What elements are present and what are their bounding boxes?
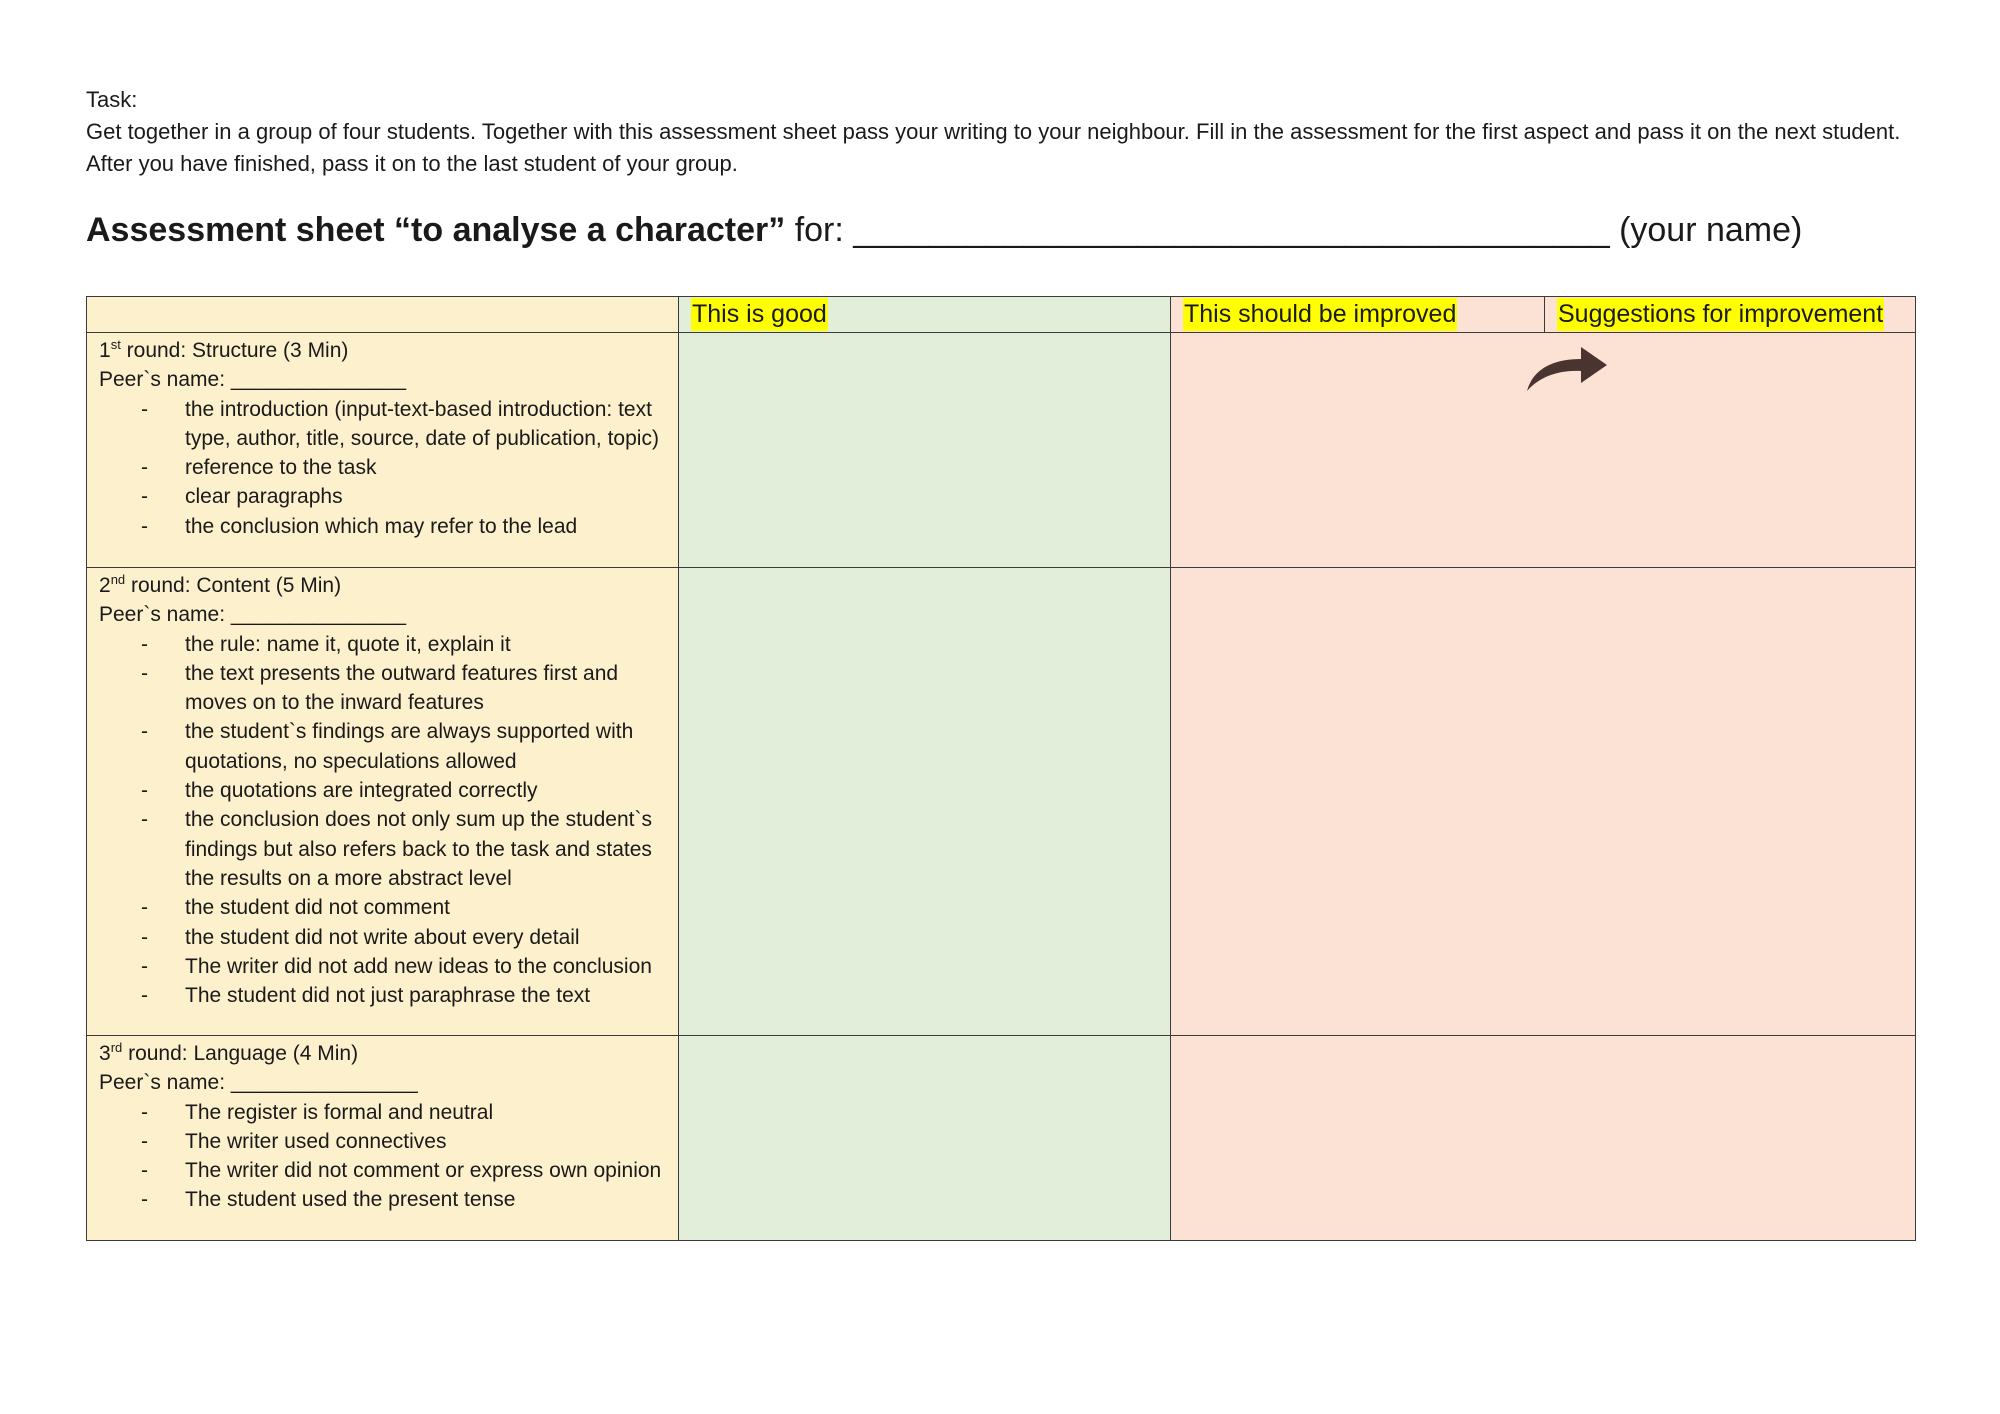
round-criteria-cell xyxy=(87,333,679,568)
curved-arrow-right-icon xyxy=(1525,341,1609,393)
criteria-list xyxy=(99,395,668,541)
header-improve-cell xyxy=(1171,297,1545,333)
table-header-row xyxy=(87,297,1916,333)
list-item: - reference to the task xyxy=(99,453,668,482)
list-item: - clear paragraphs xyxy=(99,482,668,511)
list-item: - the student did not write about every detail xyxy=(99,923,668,952)
list-item: - The writer did not comment or express own opinion xyxy=(99,1156,668,1185)
list-item: - the conclusion which may refer to the lead xyxy=(99,512,668,541)
list-item: - the student did not comment xyxy=(99,893,668,922)
round-title: 1st round: Structure (3 Min) xyxy=(99,337,349,362)
round-title: 3rd round: Language (4 Min) xyxy=(99,1040,359,1065)
list-item: - the quotations are integrated correctly xyxy=(99,776,668,805)
table-row xyxy=(87,333,1916,568)
sheet-title-bold: Assessment sheet “to analyse a character” xyxy=(86,211,786,249)
list-item: - the rule: name it, quote it, explain it xyxy=(99,630,668,659)
good-cell xyxy=(679,333,1171,568)
sheet-title xyxy=(86,208,1916,252)
criteria-list xyxy=(99,1098,668,1215)
list-item: - the text presents the outward features first and moves on to the inward features xyxy=(99,659,668,718)
list-item: - The register is formal and neutral xyxy=(99,1098,668,1127)
assessment-table xyxy=(86,296,1916,1241)
peer-name-field: Peer`s name: _______________ xyxy=(99,603,407,627)
task-label: Task: xyxy=(86,87,138,112)
list-item: - the student`s findings are always supported with quotations, no speculations allowed xyxy=(99,717,668,776)
worksheet-page xyxy=(86,84,1916,1212)
sheet-title-name-line: for: ________________________________________ (your name) xyxy=(785,211,1803,249)
task-instructions: Get together in a group of four students. Together with this assessment sheet pass your writing to your neighbour. Fill in the assessment for the first aspect and pass it on the next student. After you have finished, pass it on to the last student of your group. xyxy=(86,119,1901,176)
list-item: - The writer did not add new ideas to the conclusion xyxy=(99,952,668,981)
improve-cell xyxy=(1171,568,1916,1036)
table-row xyxy=(87,568,1916,1036)
improve-cell xyxy=(1171,1036,1916,1241)
header-suggest-cell xyxy=(1545,297,1916,333)
list-item: - The student did not just paraphrase the text xyxy=(99,981,668,1010)
round-title: 2nd round: Content (5 Min) xyxy=(99,572,342,597)
header-improve: This should be improved xyxy=(1183,298,1457,331)
list-item: - the introduction (input-text-based introduction: text type, author, title, source, date of publication, topic) xyxy=(99,395,668,454)
good-cell xyxy=(679,568,1171,1036)
list-item: - the conclusion does not only sum up the student`s findings but also refers back to the task and states the results on a more abstract level xyxy=(99,805,668,893)
list-item: - The writer used connectives xyxy=(99,1127,668,1156)
peer-name-field: Peer`s name: ________________ xyxy=(99,1071,418,1095)
table-row xyxy=(87,1036,1916,1241)
header-criteria-cell xyxy=(87,297,679,333)
criteria-list xyxy=(99,630,668,1011)
header-good-cell xyxy=(679,297,1171,333)
list-item: - The student used the present tense xyxy=(99,1185,668,1214)
header-good: This is good xyxy=(691,298,828,331)
round-criteria-cell xyxy=(87,1036,679,1241)
good-cell xyxy=(679,1036,1171,1241)
round-criteria-cell xyxy=(87,568,679,1036)
peer-name-field: Peer`s name: _______________ xyxy=(99,368,407,392)
header-suggest: Suggestions for improvement xyxy=(1557,298,1884,331)
